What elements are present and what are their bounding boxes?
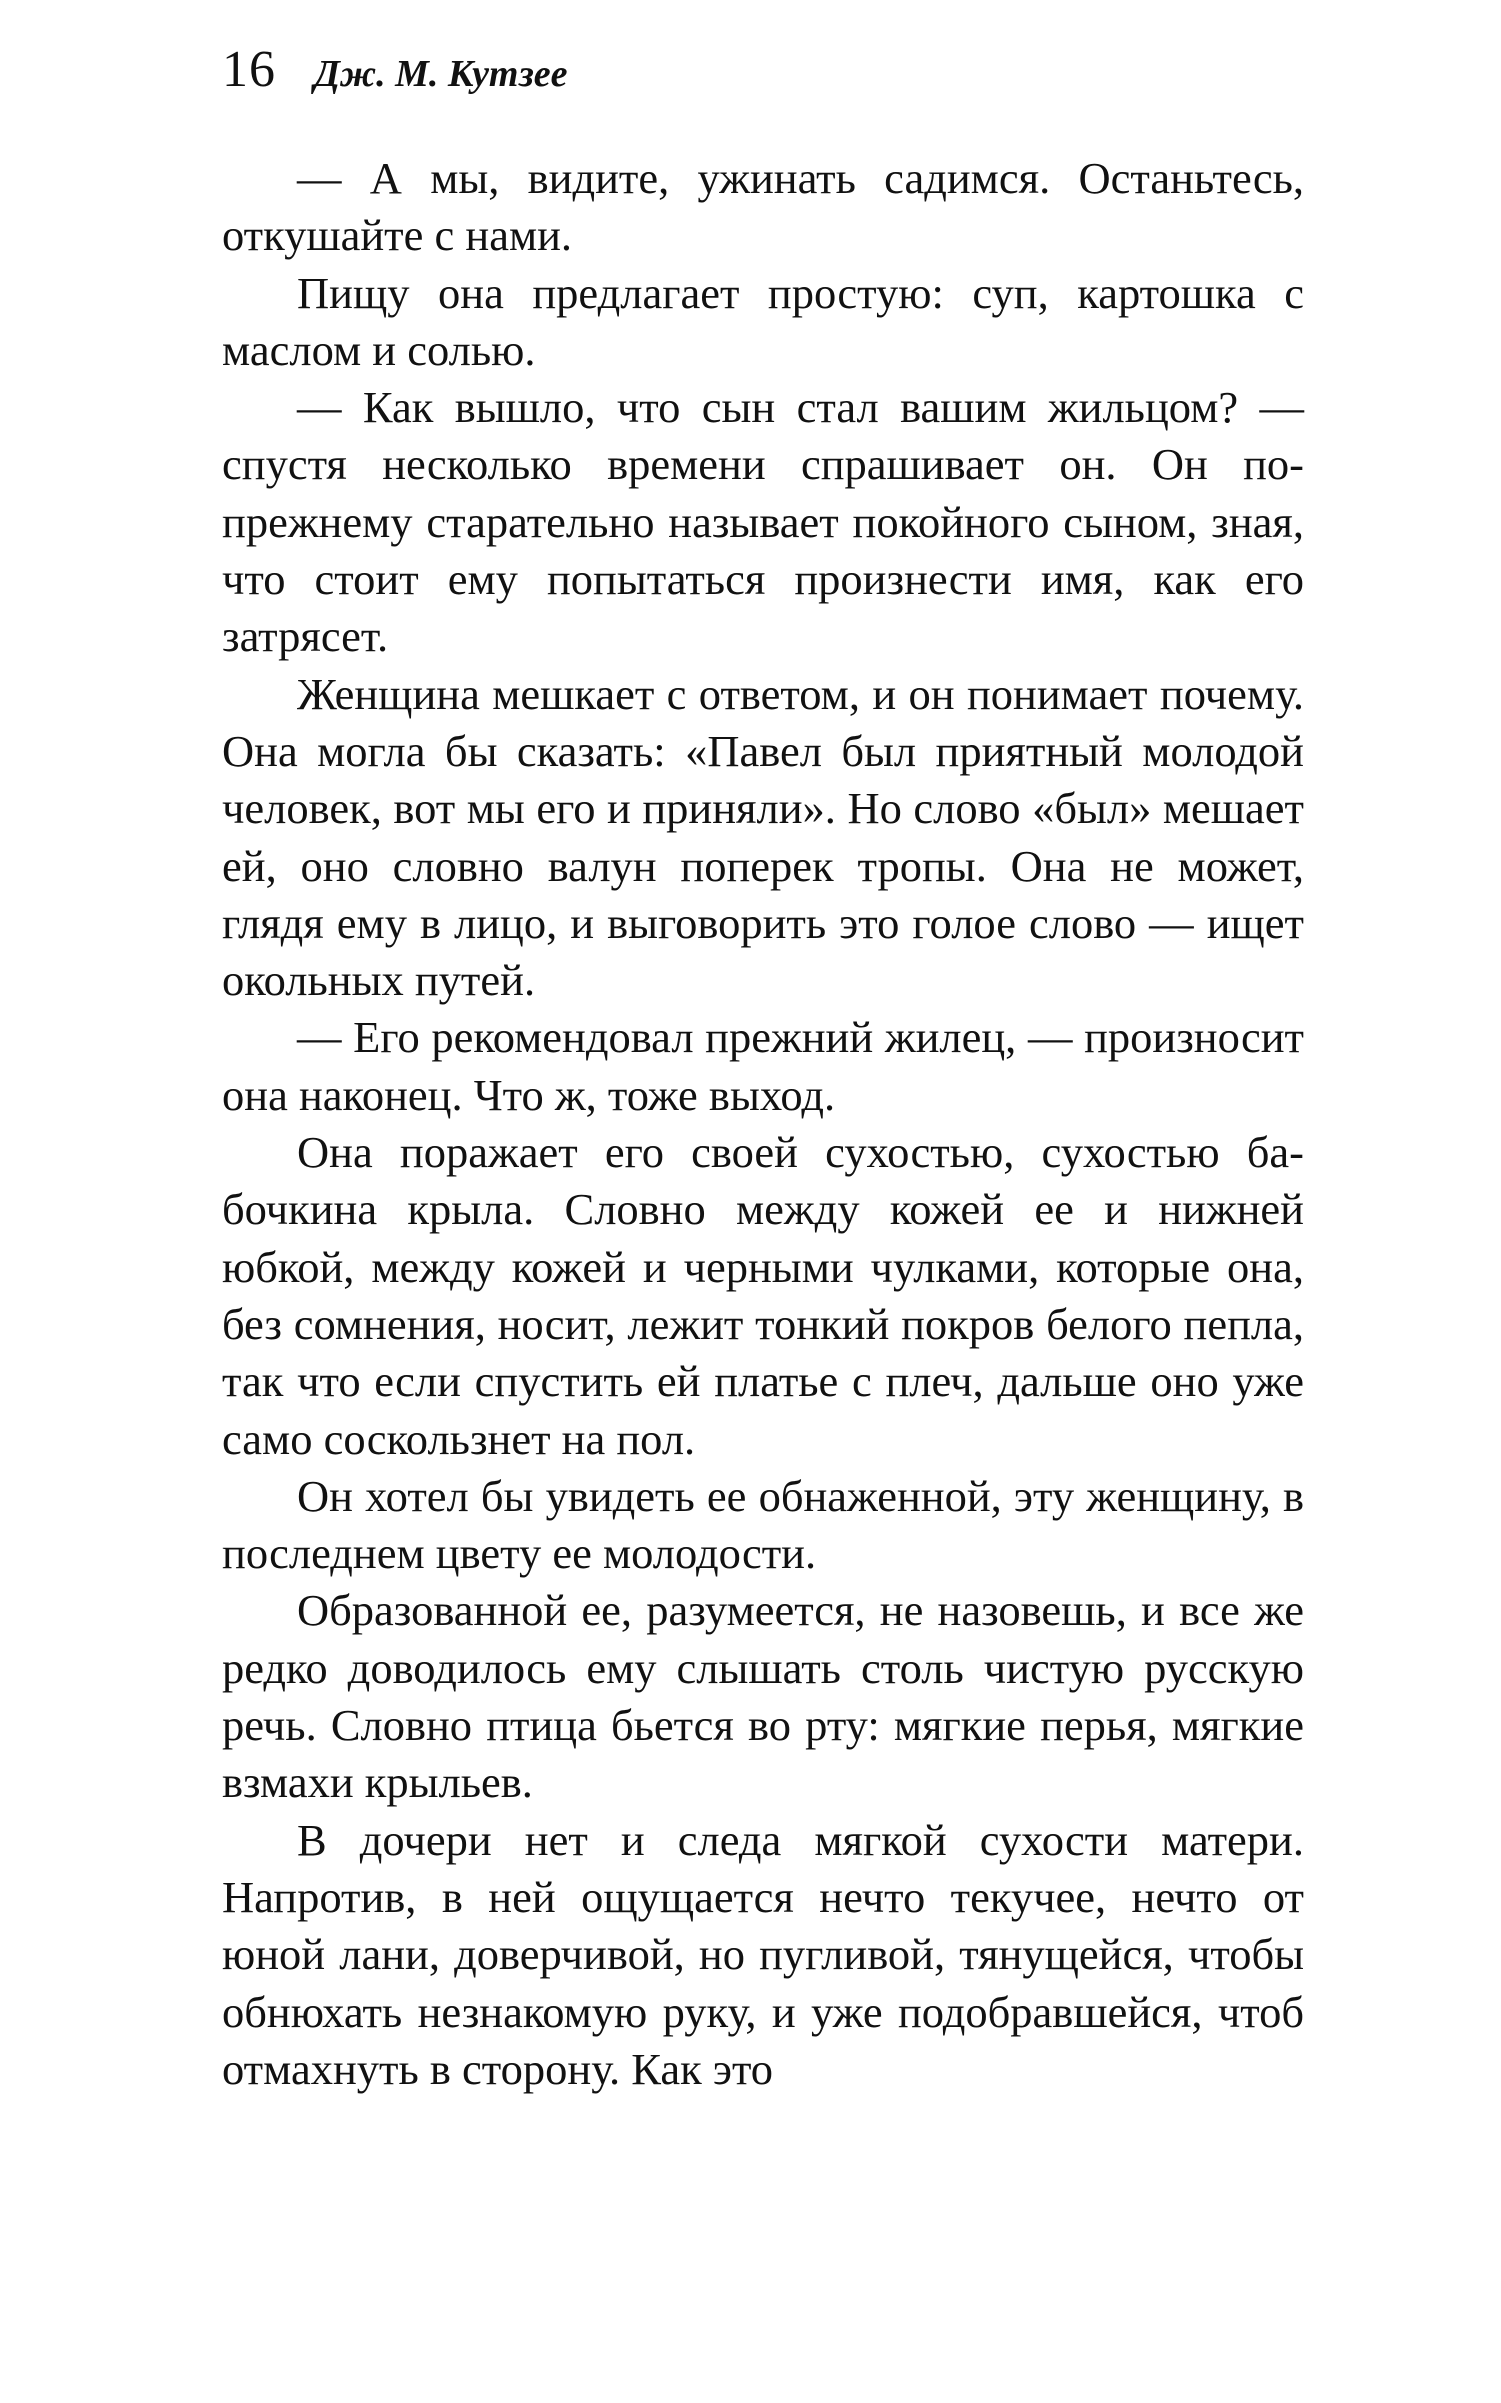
- paragraph: — Его рекомендовал прежний жилец, — произносит она наконец. Что ж, тоже выход.: [222, 1012, 1304, 1120]
- paragraph: — Как вышло, что сын стал вашим жильцом? — спустя несколько времени спрашивает он. Он по-прежнему старательно называет покойного сыном, зная, что стоит ему попытаться произнести имя, как его затрясет.: [222, 382, 1304, 662]
- paragraph: Женщина мешкает с ответом, и он понимает почему. Она могла бы сказать: «Павел был приятный молодой человек, вот мы его и приняли». Но слово «был» мешает ей, оно словно валун поперек тропы. Она не может, глядя ему в лицо, и выговорить это голое слово — ищет окольных путей.: [222, 668, 1304, 1006]
- paragraph: Она поражает его своей сухостью, сухостью бабочкина крыла. Словно между кожей ее и нижней юбкой, между кожей и черными чулками, которые она, без сомнения, носит, лежит тонкий покров белого пепла, так что если спустить ей платье с плеч, дальше оно уже само соскользнет на пол.: [222, 1127, 1304, 1464]
- page-number: 16: [222, 41, 276, 98]
- paragraph: Он хотел бы увидеть ее обнаженной, эту женщину, в последнем цвету ее молодости.: [222, 1470, 1304, 1579]
- paragraph: Пищу она предлагает простую: суп, картошка с маслом и солью.: [222, 267, 1304, 375]
- paragraph: — А мы, видите, ужинать садимся. Останьтесь, откушайте с нами.: [222, 153, 1304, 261]
- body-text: [222, 150, 1304, 2098]
- paragraph: Образованной ее, разумеется, не назовешь, и все же редко доводилось ему слышать столь чистую русскую речь. Словно птица бьется во рту: мягкие перья, мягкие взмахи крыльев.: [222, 1585, 1304, 1808]
- page-header: [222, 40, 568, 99]
- running-head-author: Дж. М. Кутзее: [314, 53, 568, 95]
- paragraph: В дочери нет и следа мягкой сухости матери. Напротив, в ней ощущается нечто текучее, нечто от юной лани, доверчивой, но пугливой, тянущейся, чтобы обнюхать незнакомую руку, и уже подобравшейся, чтоб отмахнуть в сторону. Как это: [222, 1814, 1304, 2094]
